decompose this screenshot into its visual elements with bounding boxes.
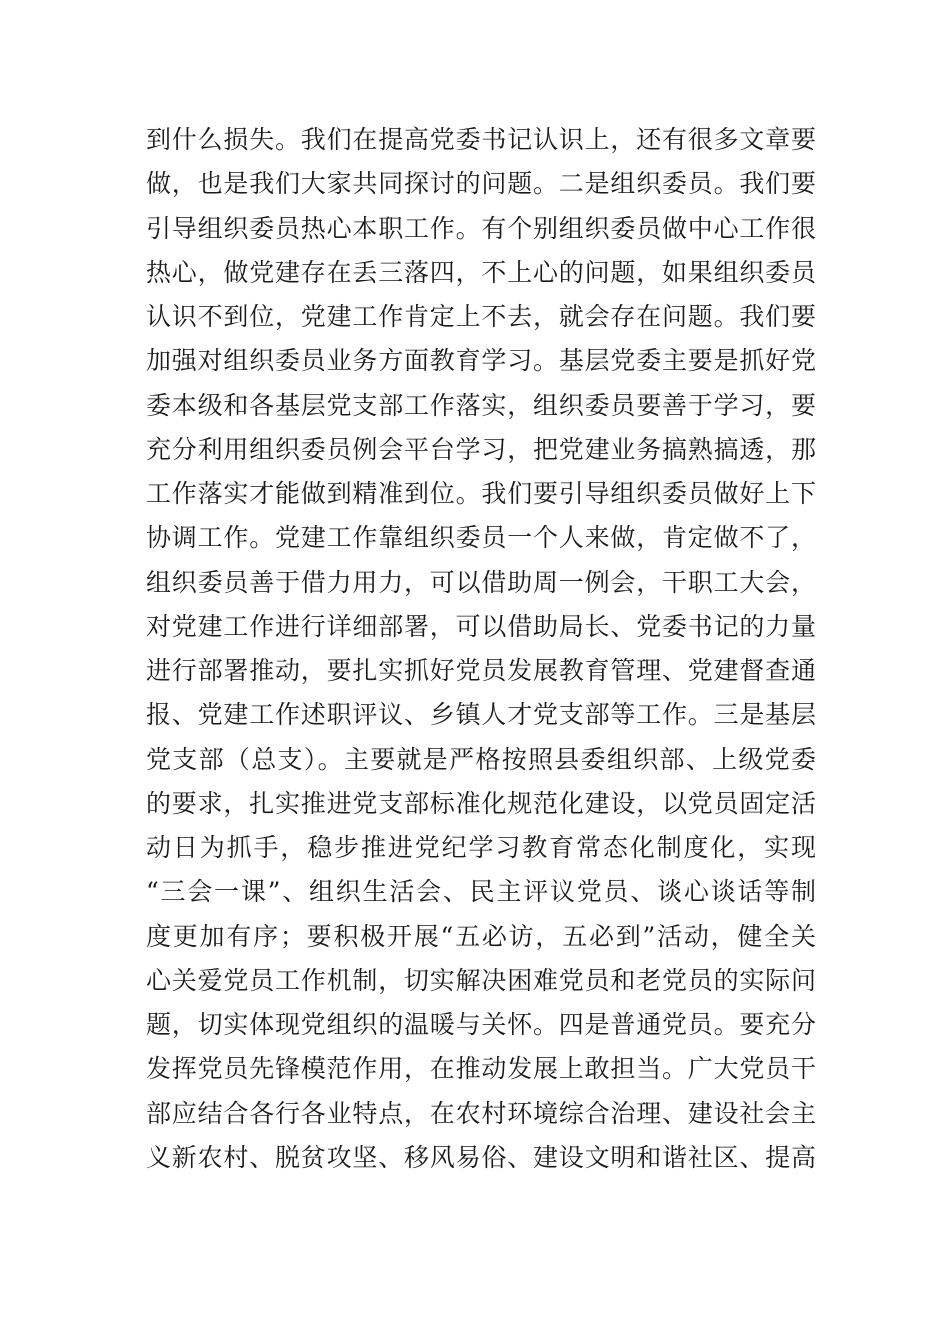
text-line: 热心，做党建存在丢三落四，不上心的问题，如果组织委员: [146, 257, 816, 287]
text-line: 题，切实体现党组织的温暖与关怀。四是普通党员。要充分: [146, 1010, 816, 1039]
text-line: 党支部（总支）。主要就是严格按照县委组织部、上级党委: [146, 744, 816, 774]
text-line: 认识不到位，党建工作肯定上不去，就会存在问题。我们要: [146, 302, 816, 331]
text-line: 进行部署推动，要扎实抓好党员发展教育管理、党建督查通: [146, 656, 816, 685]
text-line: 发挥党员先锋模范作用，在推动发展上敢担当。广大党员干: [146, 1054, 816, 1084]
text-line: 度更加有序；要积极开展“五必访，五必到”活动，健全关: [146, 921, 816, 951]
text-line: 义新农村、脱贫攻坚、移风易俗、建设文明和谐社区、提高: [146, 1142, 816, 1172]
text-line: 心关爱党员工作机制，切实解决困难党员和老党员的实际问: [146, 965, 816, 995]
text-line: 协调工作。党建工作靠组织委员一个人来做，肯定做不了，: [146, 523, 816, 553]
text-line: 报、党建工作述职评议、乡镇人才党支部等工作。三是基层: [146, 700, 816, 730]
text-line: 委本级和各基层党支部工作落实，组织委员要善于学习，要: [146, 390, 816, 420]
text-line: 做，也是我们大家共同探讨的问题。二是组织委员。我们要: [146, 169, 816, 199]
text-line: 充分利用组织委员例会平台学习，把党建业务搞熟搞透，那: [146, 434, 816, 464]
text-line: “三会一课”、组织生活会、民主评议党员、谈心谈话等制: [146, 877, 816, 907]
text-line: 的要求，扎实推进党支部标准化规范化建设，以党员固定活: [146, 788, 816, 818]
text-line: 组织委员善于借力用力，可以借助周一例会，干职工大会，: [146, 567, 816, 597]
text-line: 引导组织委员热心本职工作。有个别组织委员做中心工作很: [146, 213, 816, 243]
text-line: 到什么损失。我们在提高党委书记认识上，还有很多文章要: [146, 125, 816, 154]
text-line: 部应结合各行各业特点，在农村环境综合治理、建设社会主: [146, 1098, 816, 1128]
body-paragraph: [146, 118, 816, 1180]
text-line: 工作落实才能做到精准到位。我们要引导组织委员做好上下: [146, 479, 816, 508]
text-line: 对党建工作进行详细部署，可以借助局长、党委书记的力量: [146, 611, 816, 641]
text-line: 加强对组织委员业务方面教育学习。基层党委主要是抓好党: [146, 346, 816, 376]
text-line: 动日为抓手，稳步推进党纪学习教育常态化制度化，实现: [146, 833, 816, 862]
